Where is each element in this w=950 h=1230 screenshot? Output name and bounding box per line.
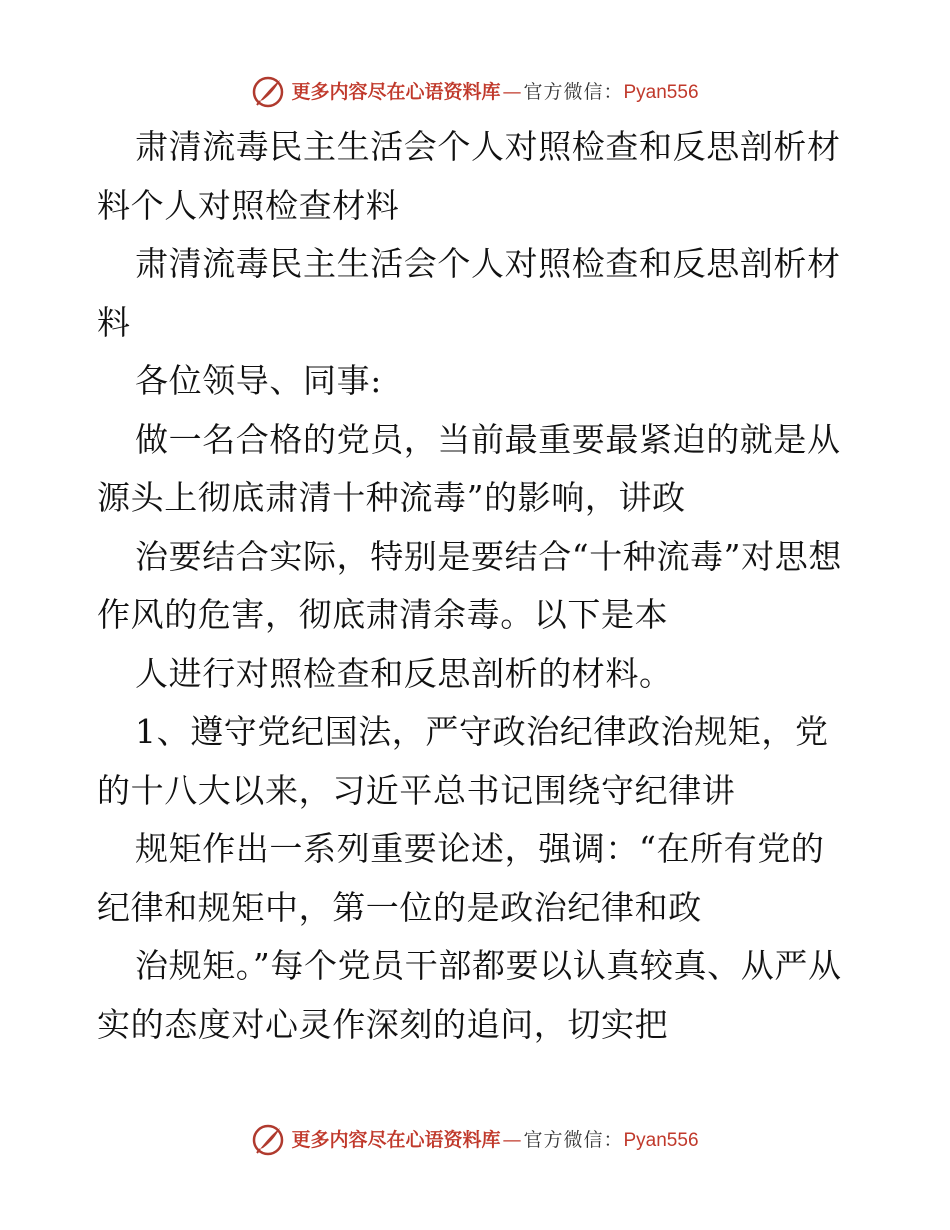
body-paragraph: 规矩作出一系列重要论述，强调：“在所有党的纪律和规矩中，第一位的是政治纪律和政	[97, 829, 825, 927]
salutation-paragraph: 各位领导、同事:	[135, 361, 382, 400]
watermark-wechat-id: Pyan556	[623, 81, 699, 103]
watermark-brand: 更多内容尽在心语资料库	[291, 80, 501, 103]
document-subtitle-paragraph: 肃清流毒民主生活会个人对照检查和反思剖析材料	[97, 244, 841, 342]
watermark-dash: —	[502, 1128, 522, 1151]
watermark-text	[291, 80, 699, 103]
watermark-wechat-label: 官方微信：	[523, 1128, 624, 1151]
watermark-dash: —	[502, 80, 522, 103]
document-body	[97, 118, 857, 1054]
body-paragraph: 做一名合格的党员，当前最重要最紧迫的就是从源头上彻底肃清十种流毒”的影响，讲政	[97, 419, 841, 517]
body-paragraph: 治要结合实际，特别是要结合“十种流毒”对思想作风的危害，彻底肃清余毒。以下是本	[97, 536, 842, 634]
quill-logo-icon	[251, 75, 285, 109]
watermark-text	[291, 1128, 699, 1151]
body-paragraph: 治规矩。”每个党员干部都要以认真较真、从严从实的态度对心灵作深刻的追问，切实把	[97, 946, 842, 1044]
document-title-paragraph: 肃清流毒民主生活会个人对照检查和反思剖析材料个人对照检查材料	[97, 127, 841, 225]
watermark-wechat-label: 官方微信：	[523, 80, 624, 103]
footer-watermark	[0, 1120, 950, 1160]
watermark-wechat-id: Pyan556	[623, 1129, 699, 1151]
body-paragraph: 人进行对照检查和反思剖析的材料。	[135, 653, 673, 693]
body-paragraph: 1、遵守党纪国法，严守政治纪律政治规矩，党的十八大以来，习近平总书记围绕守纪律讲	[97, 712, 829, 810]
quill-logo-icon	[251, 1123, 285, 1157]
header-watermark	[0, 72, 950, 112]
watermark-brand: 更多内容尽在心语资料库	[291, 1128, 501, 1151]
